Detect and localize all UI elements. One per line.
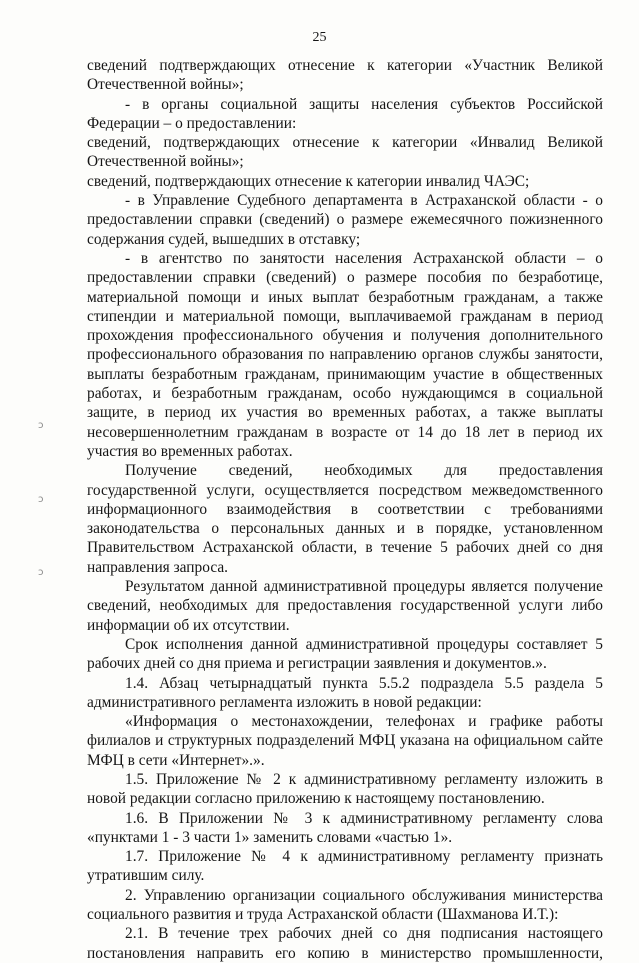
paragraph: - в Управление Судебного департамента в Астраханской области - о предоставлении справки (сведений) о размере ежемесячного пожизненного содержания судей, вышедших в отставку; (87, 192, 603, 248)
paragraph: Срок исполнения данной административной процедуры составляет 5 рабочих дней со дня приема и регистрации заявления и документов.». (87, 635, 603, 673)
scan-artifact-mark: ↄ (38, 420, 44, 431)
paragraph: сведений, подтверждающих отнесение к категории «Инвалид Великой Отечественной войны»; (87, 134, 603, 171)
paragraph: 1.7. Приложение № 4 к административному регламенту признать утратившим силу. (87, 848, 603, 885)
paragraph: - в агентство по занятости населения Астраханской области – о предоставлении справки (сведений) о размере пособия по безработице, материальной помощи и иных выплат безработным гражданам, а также стипендии и материальной помощи, выплачиваемой гражданам в период прохождения профессионального обучения и получения дополнительного профессионального образования по направлению органов службы занятости, выплаты безработным гражданам, принимающим участие в общественных работах, и безработным гражданам, особо нуждающимся в социальной защите, в период их участия во временных работах, а также выплаты несовершеннолетним гражданам в возрасте от 14 до 18 лет в период их участия во временных работах. (87, 249, 603, 460)
scan-artifact-mark: ↄ (38, 567, 44, 578)
paragraph: Результатом данной административной процедуры является получение сведений, необходимых для предоставления государственной услуги либо информации об их отсутствии. (87, 578, 603, 634)
scan-artifact-mark: ↄ (38, 494, 44, 505)
paragraph: - в органы социальной защиты населения субъектов Российской Федерации – о предоставлении: (87, 95, 603, 132)
paragraph: 1.5. Приложение № 2 к административному регламенту изложить в новой редакции согласно приложению к настоящему постановлению. (87, 770, 603, 808)
paragraph: сведений подтверждающих отнесение к категории «Участник Великой Отечественной войны»; (87, 57, 603, 94)
paragraph: Получение сведений, необходимых для предоставления государственной услуги, осуществляется посредством межведомственного информационного взаимодействия в соответствии с требованиями законодательства о персональных данных и в порядке, установленном Правительством Астраханской области, в течение 5 рабочих дней со дня направления запроса. (87, 462, 603, 576)
paragraph: 1.4. Абзац четырнадцатый пункта 5.5.2 подраздела 5.5 раздела 5 административного регламента изложить в новой редакции: (87, 674, 603, 711)
paragraph: 2. Управлению организации социального обслуживания министерства социального развития и труда Астраханской области (Шахманова И.Т.): (87, 886, 603, 924)
document-body (87, 56, 603, 963)
page-number: 25 (312, 30, 327, 45)
paragraph: сведений, подтверждающих отнесение к категории инвалид ЧАЭС; (87, 172, 530, 190)
paragraph: 1.6. В Приложении № 3 к административному регламенту слова «пунктами 1 - 3 части 1» заменить словами «частью 1». (87, 809, 603, 846)
paragraph: 2.1. В течение трех рабочих дней со дня подписания настоящего постановления направить его копию в министерство промышленности, (87, 925, 603, 962)
paragraph: «Информация о местонахождении, телефонах и графике работы филиалов и структурных подразделений МФЦ указана на официальном сайте МФЦ в сети «Интернет».». (87, 713, 603, 769)
